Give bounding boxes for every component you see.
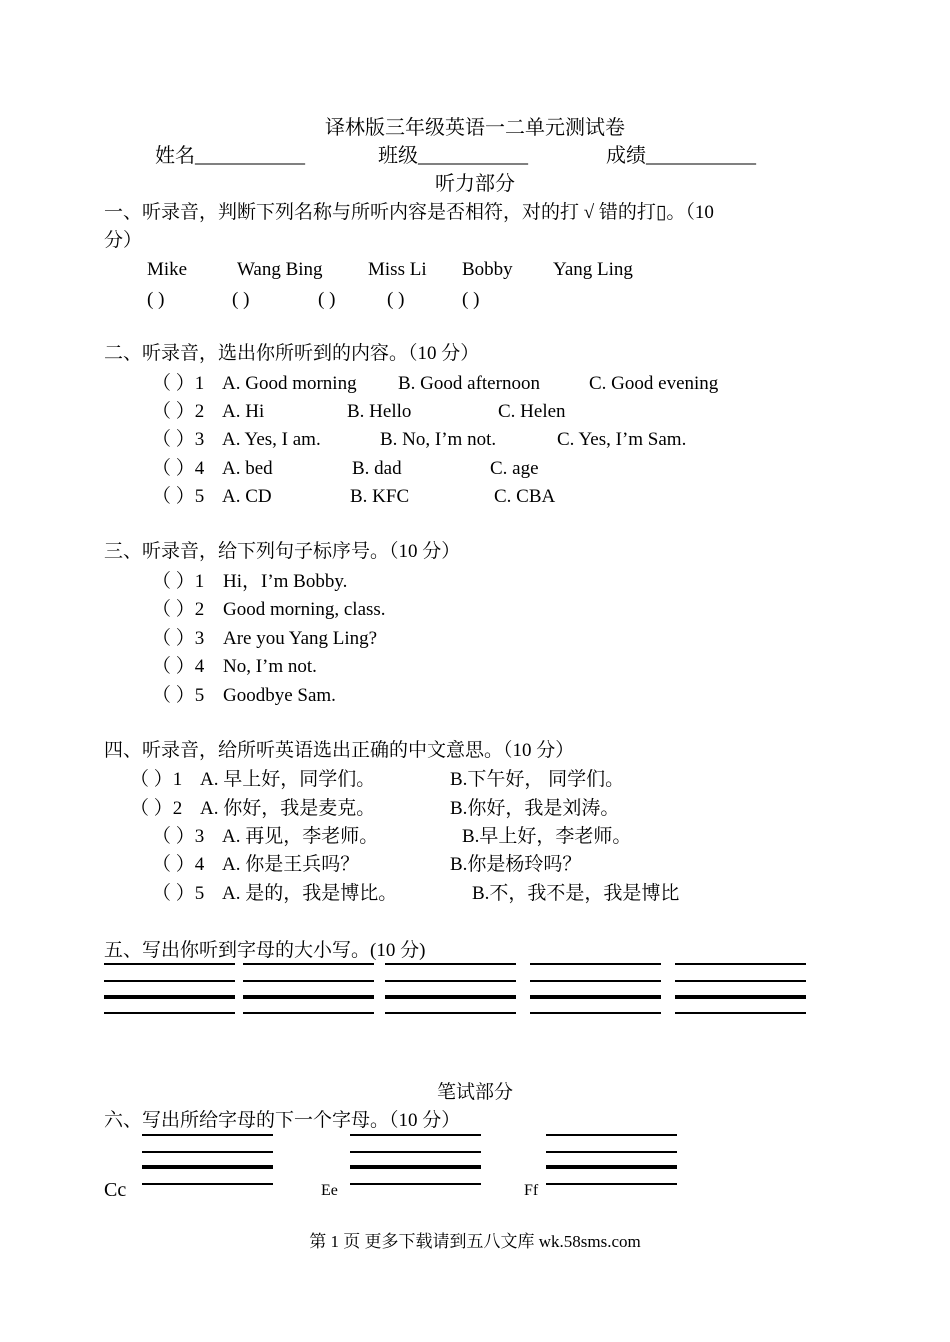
writing-line xyxy=(675,1012,806,1014)
writing-line xyxy=(350,1151,481,1153)
option-a: A. Hi xyxy=(222,401,265,422)
writing-line xyxy=(350,1183,481,1185)
writing-line xyxy=(675,980,806,982)
question-number[interactable]: （ ）3 xyxy=(152,628,205,649)
letter-ee: Ee xyxy=(321,1182,338,1199)
writing-line xyxy=(243,1012,374,1014)
writing-line xyxy=(530,963,661,965)
writing-line xyxy=(546,1183,677,1185)
writing-line xyxy=(546,1134,677,1136)
question-number[interactable]: （ ）5 xyxy=(152,883,205,904)
section6-heading: 六、写出所给字母的下一个字母。（10 分） xyxy=(104,1110,461,1131)
option-a: A. Good morning xyxy=(222,373,357,394)
section3-heading: 三、听录音，给下列句子标序号。（10 分） xyxy=(104,541,461,562)
option-a: A. 你是王兵吗？ xyxy=(222,854,360,875)
page-title: 译林版三年级英语一二单元测试卷 xyxy=(325,117,625,139)
class-field-label: 班级___________ xyxy=(378,145,528,167)
section1-heading-cont: 分） xyxy=(104,230,143,251)
sentence-text: Hi，I’m Bobby. xyxy=(223,571,348,592)
question-number[interactable]: （ ）2 xyxy=(130,798,183,819)
writing-line xyxy=(675,963,806,965)
option-c: C. Helen xyxy=(498,401,566,422)
writing-line xyxy=(530,995,661,999)
letter-ff: Ff xyxy=(524,1182,539,1199)
question-number[interactable]: （ ）3 xyxy=(152,429,205,450)
question-number[interactable]: （ ）1 xyxy=(152,571,205,592)
option-a: A. 你好，我是麦克。 xyxy=(200,798,376,819)
question-number[interactable]: （ ）1 xyxy=(152,373,205,394)
option-b: B. KFC xyxy=(350,486,410,507)
writing-line xyxy=(243,995,374,999)
option-b: B. No, I’m not. xyxy=(380,429,497,450)
name-mike: Mike xyxy=(147,259,188,280)
writing-line xyxy=(546,1165,677,1169)
name-yang-ling: Yang Ling xyxy=(553,259,633,280)
writing-line xyxy=(104,963,235,965)
writing-line xyxy=(530,1012,661,1014)
writing-line xyxy=(243,980,374,982)
option-b: B.你好，我是刘涛。 xyxy=(450,798,620,819)
option-c: C. age xyxy=(490,458,539,479)
option-b: B.你是杨玲吗？ xyxy=(450,854,582,875)
question-number[interactable]: （ ）2 xyxy=(152,599,205,620)
writing-line xyxy=(350,1165,481,1169)
question-number[interactable]: （ ）5 xyxy=(152,685,205,706)
writing-line xyxy=(546,1151,677,1153)
written-section-title: 笔试部分 xyxy=(436,1082,513,1103)
sentence-text: Are you Yang Ling? xyxy=(223,628,378,649)
option-a: A. 再见，李老师。 xyxy=(222,826,379,847)
writing-line xyxy=(142,1151,273,1153)
question-number[interactable]: （ ）4 xyxy=(152,656,205,677)
score-field-label: 成绩___________ xyxy=(606,145,756,167)
option-c: C. Yes, I’m Sam. xyxy=(557,429,687,450)
option-b: B.下午好， 同学们。 xyxy=(450,769,625,790)
writing-line xyxy=(385,980,516,982)
question-number[interactable]: （ ）4 xyxy=(152,458,205,479)
option-b: B. dad xyxy=(352,458,402,479)
option-c: C. Good evening xyxy=(589,373,719,394)
writing-line xyxy=(142,1165,273,1169)
option-c: C. CBA xyxy=(494,486,556,507)
sentence-text: Good morning, class. xyxy=(223,599,386,620)
writing-line xyxy=(385,995,516,999)
option-a: A. 是的，我是博比。 xyxy=(222,883,398,904)
writing-line xyxy=(385,1012,516,1014)
writing-line xyxy=(104,1012,235,1014)
writing-line xyxy=(675,995,806,999)
option-b: B.早上好，李老师。 xyxy=(462,826,632,847)
writing-line xyxy=(243,963,374,965)
writing-line xyxy=(142,1183,273,1185)
writing-line xyxy=(385,963,516,965)
option-a: A. Yes, I am. xyxy=(222,429,321,450)
section5-heading: 五、写出你听到字母的大小写。(10 分) xyxy=(104,940,426,961)
writing-line xyxy=(104,980,235,982)
answer-bracket[interactable]: ( ) xyxy=(462,289,480,310)
question-number[interactable]: （ ）4 xyxy=(152,854,205,875)
answer-bracket[interactable]: ( ) xyxy=(387,289,405,310)
letter-cc: Cc xyxy=(104,1179,127,1201)
page-footer: 第 1 页 更多下载请到五八文库 wk.58sms.com xyxy=(309,1232,641,1251)
option-a: A. CD xyxy=(222,486,272,507)
option-a: A. 早上好，同学们。 xyxy=(200,769,376,790)
name-wang-bing: Wang Bing xyxy=(237,259,323,280)
listening-section-title: 听力部分 xyxy=(435,173,515,195)
question-number[interactable]: （ ）2 xyxy=(152,401,205,422)
name-bobby: Bobby xyxy=(462,259,513,280)
writing-line xyxy=(350,1134,481,1136)
section1-heading: 一、听录音，判断下列名称与所听内容是否相符，对的打 √ 错的打▯。（10 xyxy=(104,202,714,223)
answer-bracket[interactable]: ( ) xyxy=(147,289,165,310)
sentence-text: Goodbye Sam. xyxy=(223,685,336,706)
writing-line xyxy=(142,1134,273,1136)
section2-heading: 二、听录音，选出你所听到的内容。（10 分） xyxy=(104,343,480,364)
writing-line xyxy=(104,995,235,999)
section4-heading: 四、听录音，给所听英语选出正确的中文意思。（10 分） xyxy=(104,740,575,761)
option-b: B.不，我不是，我是博比 xyxy=(472,883,680,904)
question-number[interactable]: （ ）3 xyxy=(152,826,205,847)
answer-bracket[interactable]: ( ) xyxy=(232,289,250,310)
question-number[interactable]: （ ）1 xyxy=(130,769,183,790)
name-field-label: 姓名___________ xyxy=(155,145,305,167)
answer-bracket[interactable]: ( ) xyxy=(318,289,336,310)
sentence-text: No, I’m not. xyxy=(223,656,317,677)
question-number[interactable]: （ ）5 xyxy=(152,486,205,507)
option-b: B. Hello xyxy=(347,401,412,422)
writing-line xyxy=(530,980,661,982)
option-b: B. Good afternoon xyxy=(398,373,540,394)
name-miss-li: Miss Li xyxy=(368,259,427,280)
option-a: A. bed xyxy=(222,458,273,479)
